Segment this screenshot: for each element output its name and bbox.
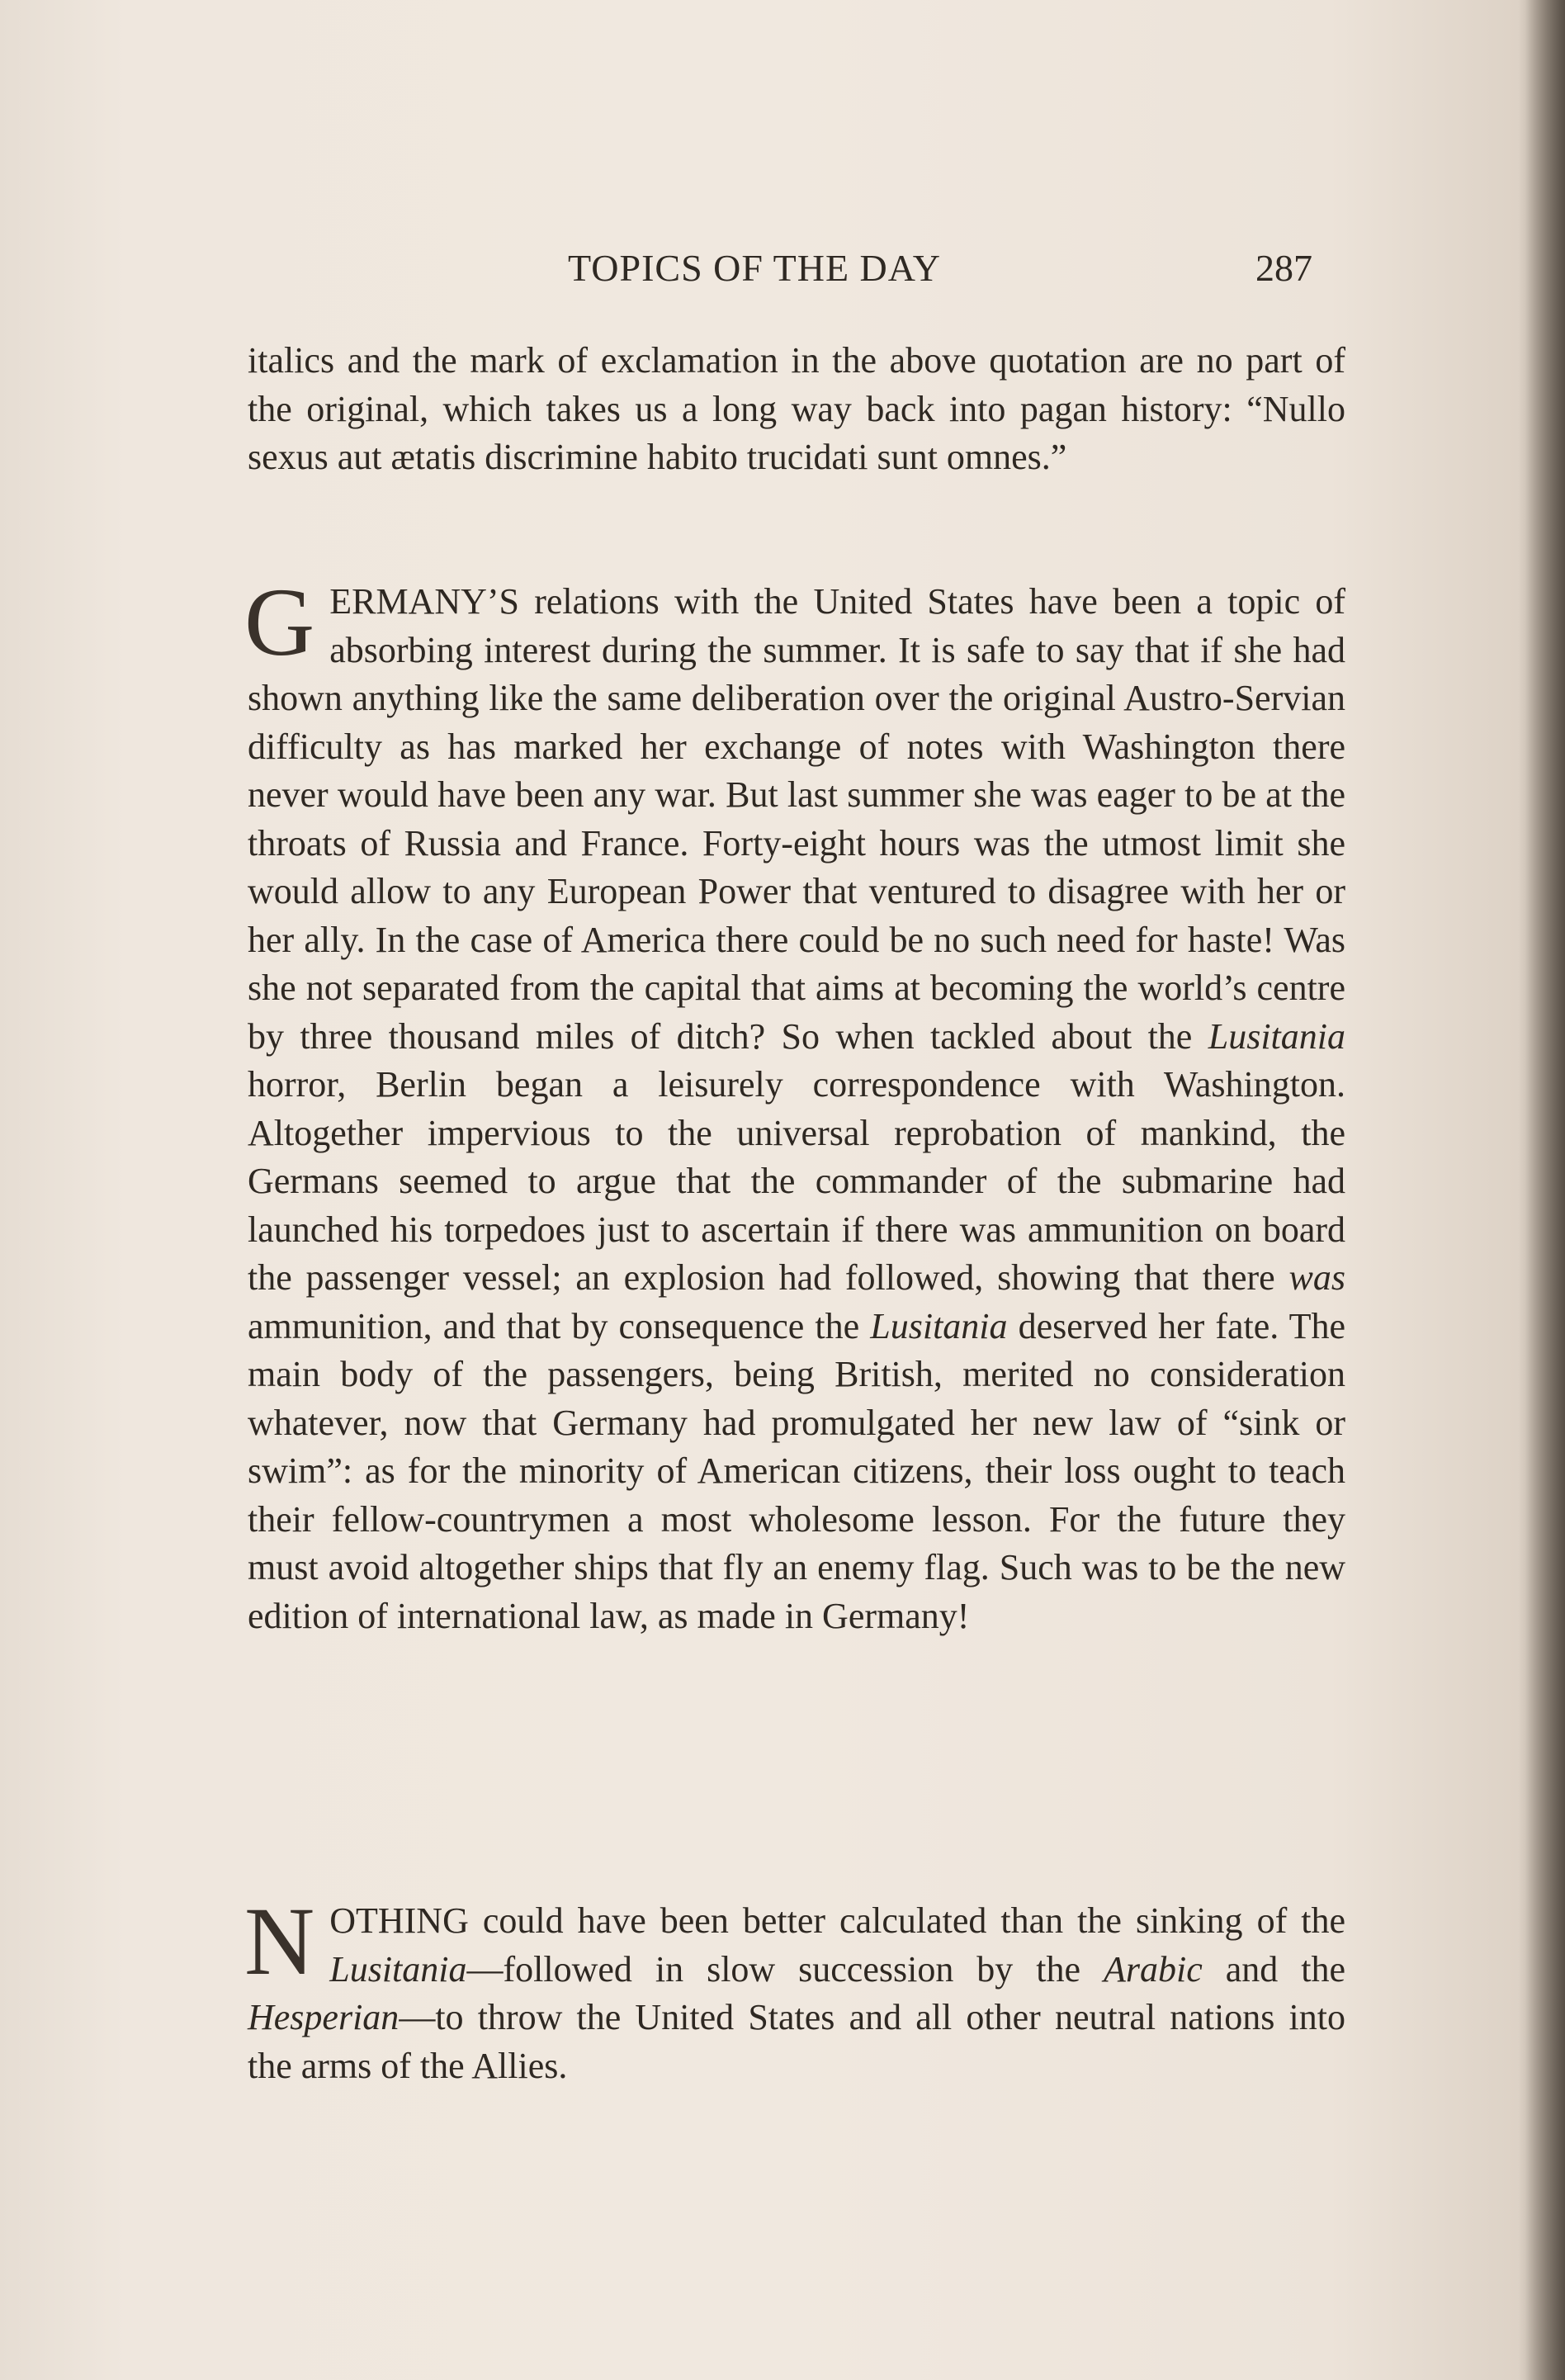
text-segment: deserved her fate. The main body of the passengers, being British, merited no consideration whatever, now that Germany had promulgated her new law of “sink or swim”: as for the minority of American citizens, their loss ought to teach their fellow-countrymen a most wholesome lesson. For the future they must avoid altogether ships that fly an enemy flag. Such was to be the new edition of international law, as made in Germany! — [248, 1305, 1345, 1636]
page-number: 287 — [1255, 247, 1312, 289]
text-segment: and the — [1202, 1948, 1345, 1990]
text-segment: OTHING could have been better calculated than the sinking of the — [329, 1900, 1345, 1941]
paragraph-1 — [248, 337, 1345, 482]
text-segment: ammunition, and that by consequence the — [248, 1305, 871, 1346]
page-edge-shadow — [1525, 0, 1565, 2380]
paragraph-2 — [244, 568, 1345, 1640]
running-title: TOPICS OF THE DAY — [568, 247, 941, 289]
drop-cap: N — [244, 1887, 315, 1995]
text-segment: italics and the mark of exclamation in the above quotation are no part of the original, which takes us a long way back into pagan history: “Nullo sexus aut ætatis discrimine habito trucidati sunt omnes.” — [248, 340, 1345, 477]
paragraph-3 — [244, 1887, 1345, 2090]
italic-text: Lusitania — [329, 1948, 467, 1990]
text-segment: horror, Berlin began a leisurely correspondence with Washington. Altogether impervious to the universal reprobation of mankind, the Germans seemed to argue that the commander of the submarine had launched his torpedoes just to ascertain if there was ammunition on board the passenger vessel; an explosion had followed, showing that there — [248, 1064, 1345, 1298]
text-segment: —followed in slow succession by the — [466, 1948, 1104, 1990]
italic-text: Arabic — [1104, 1948, 1203, 1990]
italic-text: was — [1288, 1257, 1345, 1298]
drop-cap: G — [244, 568, 315, 676]
text-segment: ERMANY’S relations with the United States have been a topic of absorbing interest during the summer. It is safe to say that if she had shown anything like the same deliberation over the original Austro-Servian difficulty as has marked her exchange of notes with Washington there never would have been any war. But last summer she was eager to be at the throats of Russia and France. Forty-eight hours was the utmost limit she would allow to any European Power that ventured to disagree with her or her ally. In the case of America there could be no such need for haste! Was she not separated from the capital that aims at becoming the world’s centre by three thousand miles of ditch? So when tackled about the — [248, 581, 1345, 1057]
text-segment: —to throw the United States and all other neutral nations into the arms of the Allies. — [248, 1997, 1345, 2086]
page-header — [248, 246, 1312, 304]
italic-text: Lusitania — [1208, 1015, 1345, 1057]
italic-text: Lusitania — [870, 1305, 1008, 1346]
italic-text: Hesperian — [248, 1997, 400, 2037]
